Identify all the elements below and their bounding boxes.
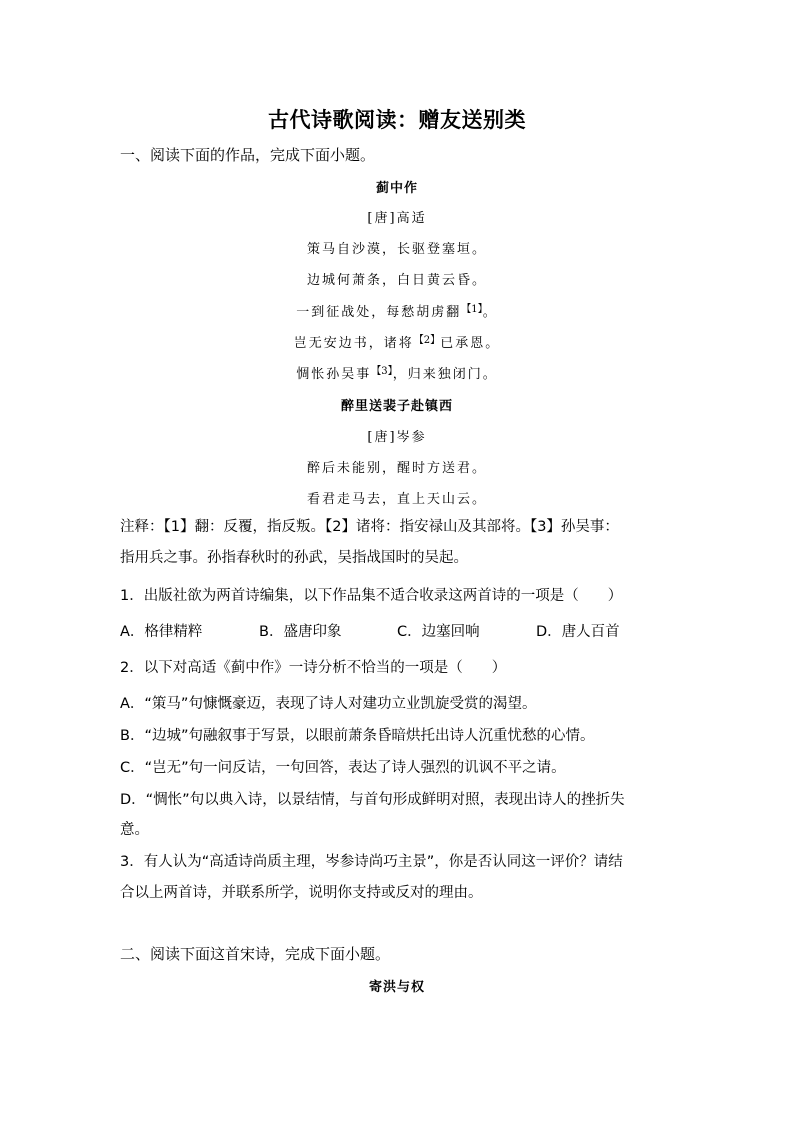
poem1-line-4 (0, 331, 794, 351)
question-1-option-a: A．格律精粹 (120, 624, 203, 640)
poem1-author: [唐]高适 (367, 211, 427, 226)
section2-poem-title: 寄洪与权 (368, 980, 425, 995)
question-3-line-1: 3．有人认为“高适诗尚质主理，岑参诗尚巧主景”，你是否认同这一评价？请结 (120, 854, 623, 870)
notes-line-2: 指用兵之事。孙指春秋时的孙武，吴指战国时的吴起。 (120, 550, 468, 566)
poem1-title: 蓟中作 (375, 181, 418, 196)
poem1-line-2: 边城何萧条，白日黄云昏。 (306, 273, 487, 288)
poem2-line-2: 看君走马去，直上天山云。 (306, 492, 487, 507)
question-1-stem: 1．出版社欲为两首诗编集，以下作品集不适合收录这两首诗的一项是（ ） (120, 588, 623, 604)
section2-heading: 二、阅读下面这首宋诗，完成下面小题。 (120, 945, 391, 963)
poem1-line-5-text: 惆怅孙吴事 (296, 367, 372, 382)
poem1-line-1: 策马自沙漠，长驱登塞垣。 (306, 242, 487, 257)
question-3-line-2: 合以上两首诗，并联系所学，说明你支持或反对的理由。 (120, 885, 483, 901)
question-1-option-b: B．盛唐印象 (259, 624, 342, 640)
document-title: 古代诗歌阅读：赠友送别类 (268, 107, 526, 132)
poem2-author: [唐]岑参 (367, 430, 427, 445)
poem2-title: 醉里送裴子赴镇西 (340, 399, 453, 414)
notes-line-1: 注释：【1】翻：反覆，指反叛。【2】诸将：指安禄山及其部将。【3】孙吴事： (120, 519, 619, 535)
question-1-option-d: D．唐人百首 (536, 624, 620, 640)
poem1-line-5 (0, 362, 794, 382)
footnote-marker-1: 【1】 (461, 304, 483, 315)
poem1-line-3-text: 一到征战处，每愁胡虏翻 (296, 305, 462, 320)
poem1-line-4-end: 已承恩。 (440, 336, 501, 351)
question-2-stem: 2．以下对高适《蓟中作》一诗分析不恰当的一项是（ ） (120, 660, 507, 676)
question-1-option-c: C．边塞回响 (397, 624, 480, 640)
poem1-line-5-end: ，归来独闭门。 (392, 367, 498, 382)
question-2-option-c: C．“岂无”句一问反诘，一句回答，表达了诗人强烈的讥讽不平之请。 (120, 760, 566, 776)
poem2-line-1: 醉后未能别，醒时方送君。 (306, 461, 487, 476)
poem1-line-3 (0, 300, 794, 320)
question-2-option-d-cont: 意。 (120, 822, 149, 838)
question-2-option-a: A．“策马”句慷慨豪迈，表现了诗人对建功立业凯旋受赏的渴望。 (120, 696, 537, 712)
poem1-line-3-end: 。 (482, 305, 498, 320)
footnote-marker-2: 【2】 (413, 335, 441, 346)
footnote-marker-3: 【3】 (371, 366, 393, 377)
question-2-option-d: D．“惆怅”句以典入诗，以景结情，与首句形成鲜明对照，表现出诗人的挫折失 (120, 792, 625, 808)
poem1-line-4-text: 岂无安边书，诸将 (293, 336, 414, 351)
question-2-option-b: B．“边城”句融叙事于写景，以眼前萧条昏暗烘托出诗人沉重忧愁的心情。 (120, 728, 595, 744)
section1-heading: 一、阅读下面的作品，完成下面小题。 (120, 146, 376, 164)
